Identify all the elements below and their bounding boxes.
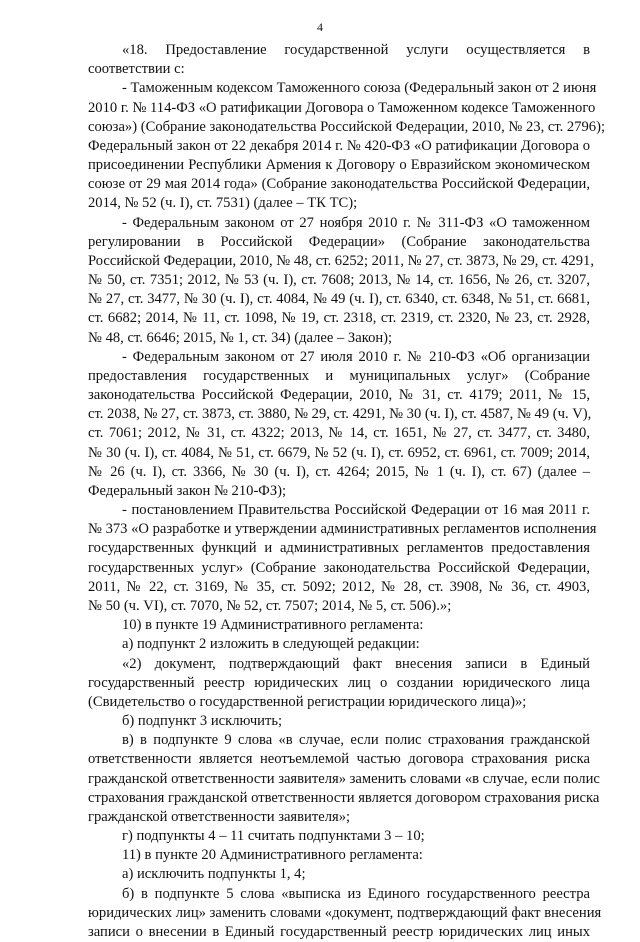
text-line: г) подпункты 4 – 11 считать подпунктами 3 – 10; — [122, 828, 425, 845]
text-line: государственный реестр юридических лиц о создании юридического лица — [88, 674, 590, 691]
page-number: 4 — [317, 20, 323, 34]
text-line: - Федеральным законом от 27 июля 2010 г. № 210-ФЗ «Об организации — [122, 348, 590, 365]
text-line: Федеральный закон от 22 декабря 2014 г. № 420-ФЗ «О ратификации Договора о — [88, 137, 590, 154]
text-line: 2014, № 52 (ч. I), ст. 7531) (далее – ТК ТС); — [88, 195, 358, 212]
text-line: 2011, № 22, ст. 3169, № 35, ст. 5092; 2012, № 28, ст. 3908, № 36, ст. 4903, — [88, 578, 590, 595]
text-line: 11) в пункте 20 Административного регламента: — [122, 847, 423, 864]
text-line: (Свидетельство о государственной регистрации юридического лица)»; — [88, 693, 527, 710]
text-line: присоединении Республики Армения к Договору о Евразийском экономическом — [88, 157, 590, 174]
text-line: ст. 7061; 2012, № 31, ст. 4322; 2013, № 14, ст. 1651, № 27, ст. 3477, ст. 3480, — [88, 425, 590, 442]
text-line: - Федеральным законом от 27 ноября 2010 г. № 311-ФЗ «О таможенном — [122, 214, 590, 231]
text-line: ст. 2038, № 27, ст. 3873, ст. 3880, № 29, ст. 4291, № 30 (ч. I), ст. 4587, № 49 (ч. V), — [88, 406, 592, 423]
text-line: № 373 «О разработке и утверждении административных регламентов исполнения — [88, 521, 597, 538]
text-line: Российской Федерации, 2010, № 48, ст. 6252; 2011, № 27, ст. 3873, № 29, ст. 4291, — [88, 252, 594, 269]
document-body — [88, 41, 606, 942]
text-line: предоставления государственных и муниципальных услуг» (Собрание — [88, 367, 590, 384]
text-line: № 26 (ч. I), ст. 3366, № 30 (ч. I), ст. 4264; 2015, № 1 (ч. I), ст. 67) (далее – — [88, 463, 590, 480]
text-line: № 30 (ч. I), ст. 4084, № 51, ст. 6679, № 52 (ч. I), ст. 6952, ст. 6961, ст. 7009; 2014, — [88, 444, 590, 461]
text-line: регулировании в Российской Федерации» (Собрание законодательства — [88, 233, 590, 250]
text-line: - Таможенным кодексом Таможенного союза (Федеральный закон от 2 июня — [122, 80, 597, 97]
text-line: соответствии с: — [88, 61, 185, 78]
text-line: № 48, ст. 6646; 2015, № 1, ст. 34) (далее – Закон); — [88, 329, 393, 346]
text-line: в) в подпункте 9 слова «в случае, если полис страхования гражданской — [122, 732, 590, 749]
text-line: гражданской ответственности заявителя»; — [88, 808, 351, 825]
text-line: Федеральный закон № 210-ФЗ); — [88, 482, 287, 499]
text-line: союза») (Собрание законодательства Российской Федерации, 2010, № 23, ст. 2796); — [88, 118, 606, 135]
text-line: ответственности является неотъемлемой частью договора страхования риска — [88, 751, 590, 768]
text-line: государственных услуг» (Собрание законодательства Российской Федерации, — [88, 559, 590, 576]
text-line: государственных функций и административных регламентов предоставления — [88, 540, 590, 557]
text-line: «18. Предоставление государственной услуги осуществляется в — [122, 42, 590, 58]
text-line: союзе от 29 мая 2014 года» (Собрание законодательства Российской Федерации, — [88, 176, 590, 193]
text-line: «2) документ, подтверждающий факт внесения записи в Единый — [122, 655, 590, 672]
text-line: ст. 6682; 2014, № 11, ст. 1098, № 19, ст. 2318, ст. 2319, ст. 2320, № 23, ст. 2928, — [88, 310, 590, 327]
text-line: страхования гражданской ответственности является договором страхования риска — [88, 789, 600, 806]
text-line: 10) в пункте 19 Административного регламента: — [122, 617, 424, 634]
text-line: гражданской ответственности заявителя» заменить словами «в случае, если полис — [88, 770, 600, 787]
text-line: № 27, ст. 3477, № 30 (ч. I), ст. 4084, № 49 (ч. I), ст. 6340, ст. 6348, № 51, ст. 6681, — [88, 291, 590, 308]
text-line: законодательства Российской Федерации, 2010, № 31, ст. 4179; 2011, № 15, — [88, 387, 590, 404]
text-line: а) исключить подпункты 1, 4; — [122, 866, 306, 883]
text-line: записи о внесении в Единый государственный реестр юридических лиц иных — [88, 923, 590, 940]
text-line: б) в подпункте 5 слова «выписка из Единого государственного реестра — [122, 885, 590, 902]
text-line: б) подпункт 3 исключить; — [122, 713, 283, 730]
text-line: - постановлением Правительства Российской Федерации от 16 мая 2011 г. — [122, 502, 590, 519]
text-line: № 50 (ч. VI), ст. 7070, № 52, ст. 7507; 2014, № 5, ст. 506).»; — [88, 597, 452, 614]
text-line: а) подпункт 2 изложить в следующей редакции: — [122, 636, 420, 653]
text-line: 2010 г. № 114-ФЗ «О ратификации Договора о Таможенном кодексе Таможенного — [88, 99, 596, 116]
text-line: № 50, ст. 7351; 2012, № 53 (ч. I), ст. 7608; 2013, № 14, ст. 1656, № 26, ст. 3207, — [88, 272, 590, 289]
text-line: юридических лиц» заменить словами «документ, подтверждающий факт внесения — [88, 904, 602, 921]
